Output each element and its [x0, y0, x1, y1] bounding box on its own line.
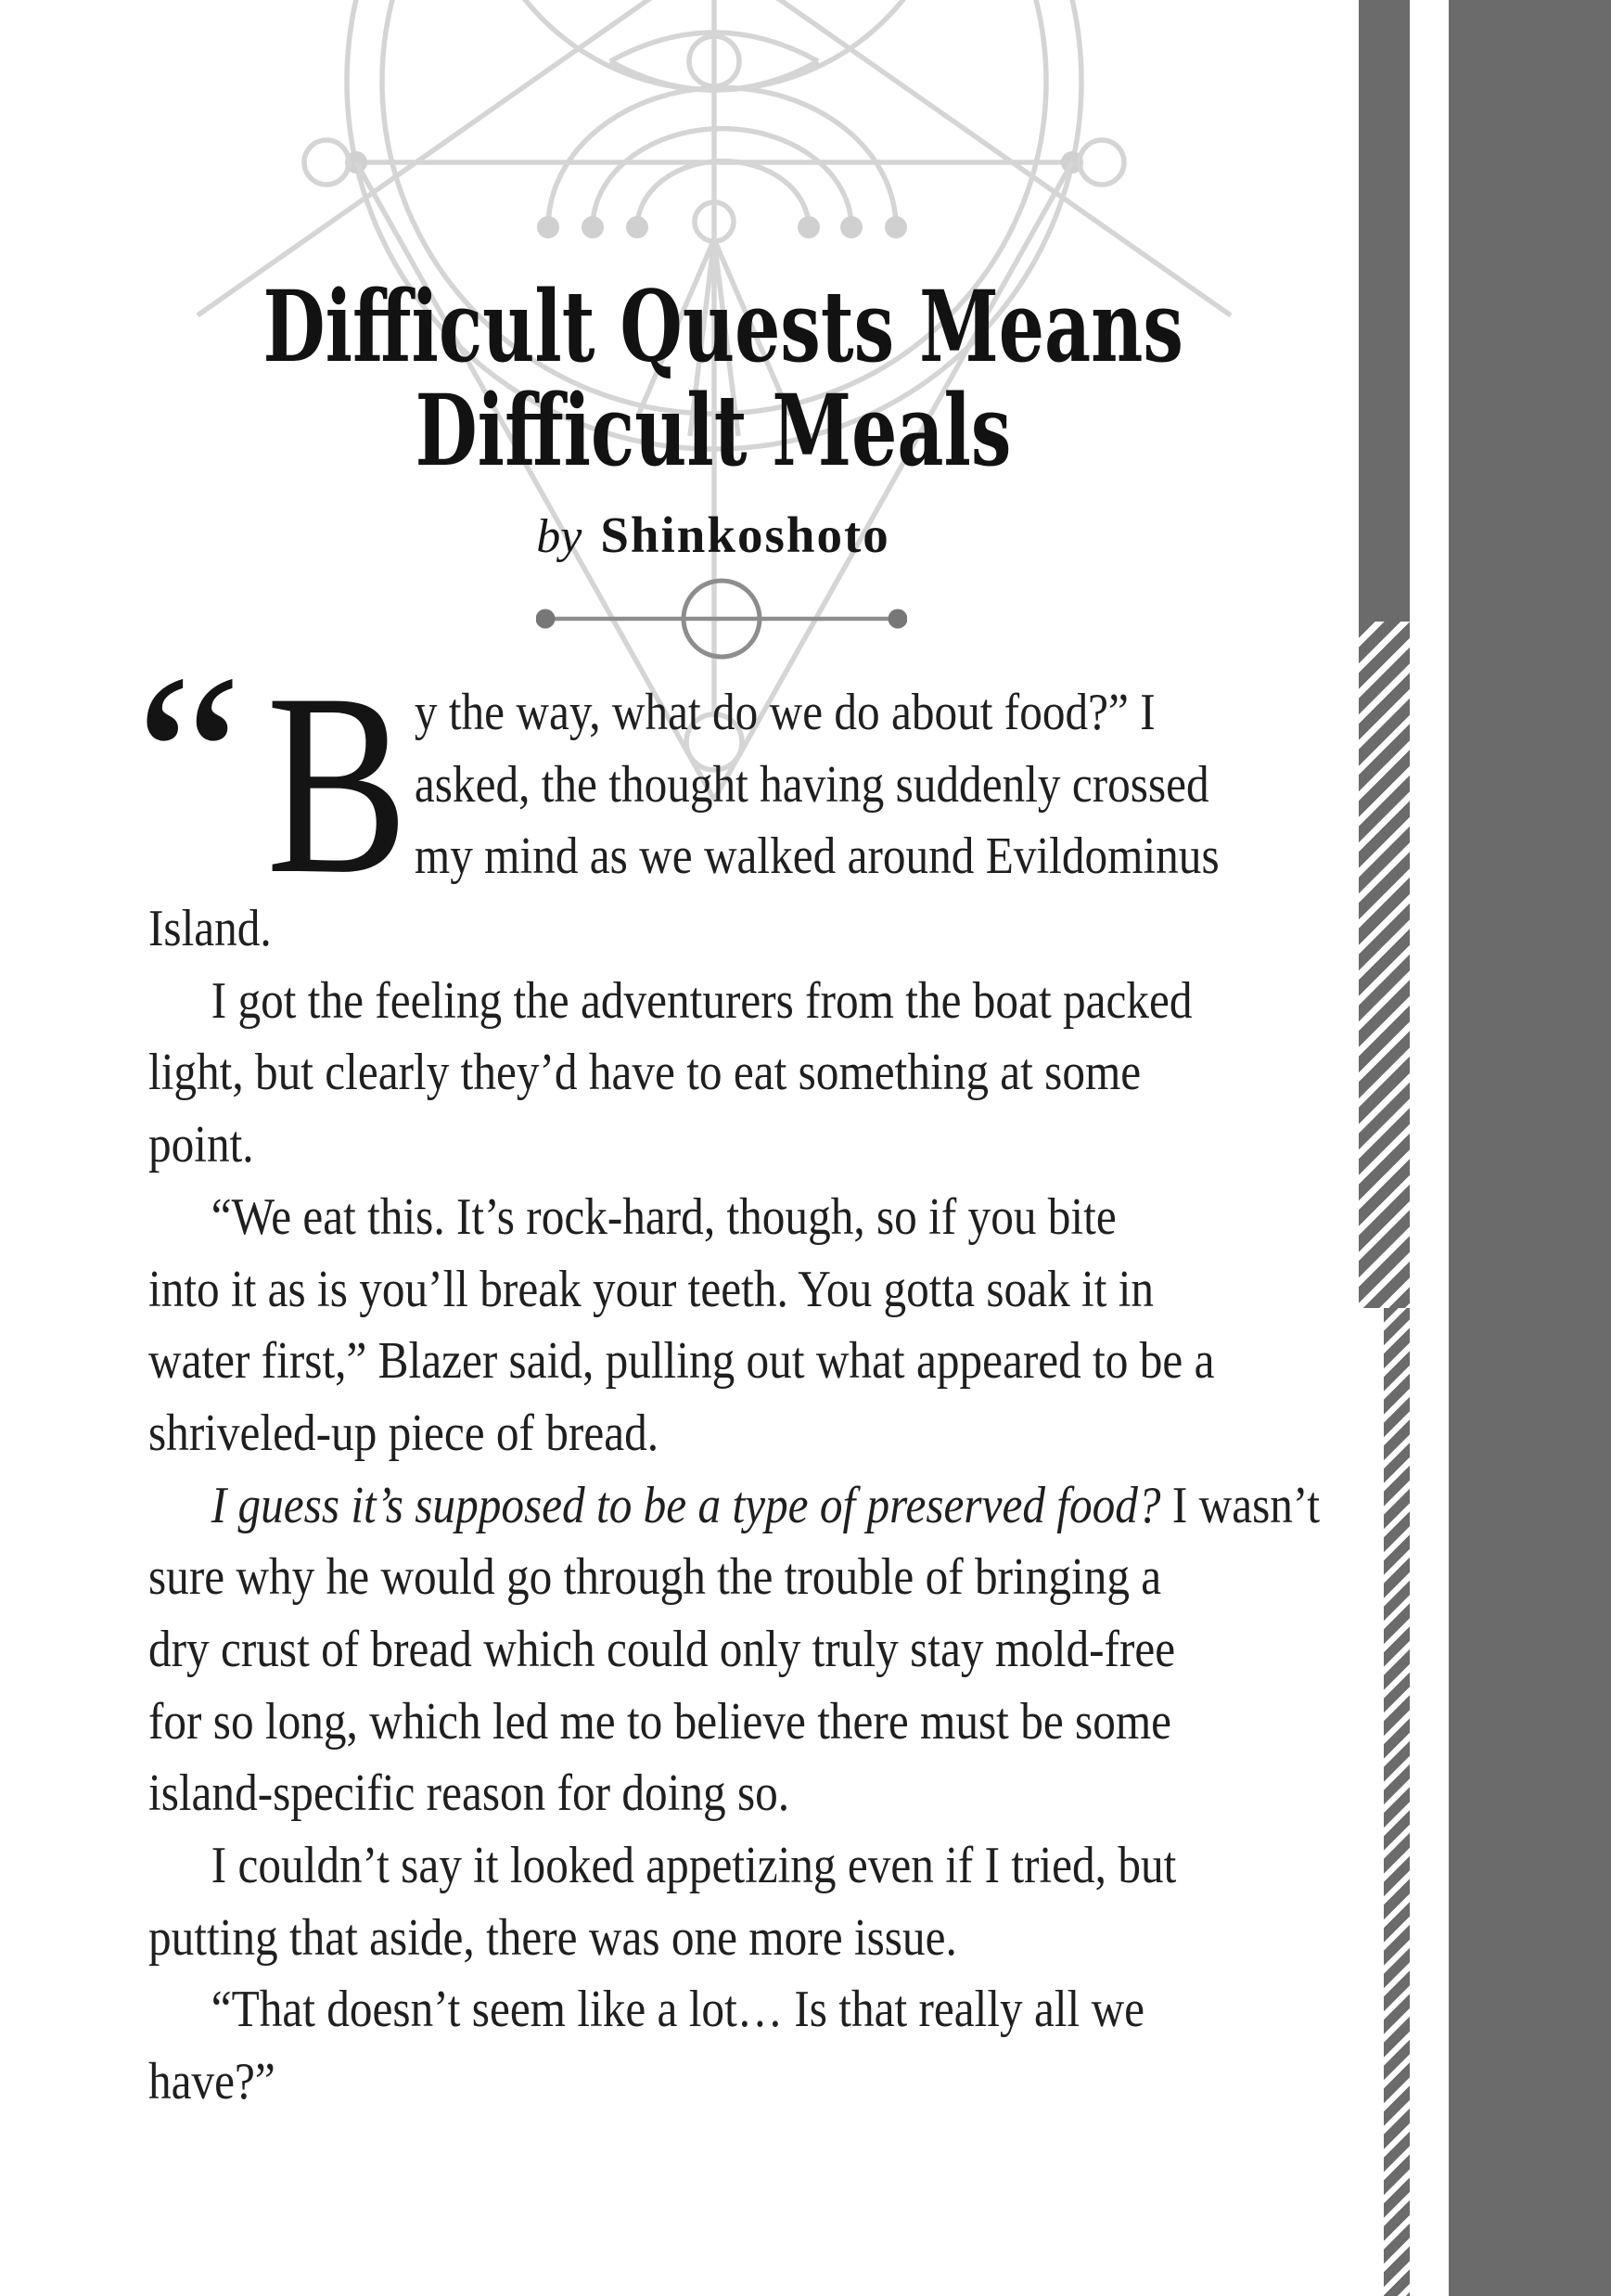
edge-ribbon-solid [1359, 0, 1410, 622]
body-line: island-specific reason for doing so. [148, 1764, 790, 1823]
body-line: putting that aside, there was one more issue. [148, 1908, 957, 1967]
body-line: dry crust of bread which could only truly stay mold-free [148, 1620, 1176, 1678]
body-line: sure why he would go through the trouble of bringing a [148, 1548, 1162, 1607]
body-line: asked, the thought having suddenly crossed [414, 755, 1209, 814]
page-edge-bar [1449, 0, 1611, 2296]
body-line: water first,” Blazer said, pulling out what appeared to be a [148, 1332, 1215, 1391]
body-line: my mind as we walked around Evildominus [414, 827, 1220, 886]
body-text [148, 683, 1345, 2124]
body-line: into it as is you’ll break your teeth. You gotta soak it in [148, 1260, 1155, 1318]
body-line: light, but clearly they’d have to eat something at some [148, 1044, 1142, 1102]
drop-cap-quote: “ [135, 625, 243, 892]
body-line: for so long, which led me to believe there must be some [148, 1692, 1172, 1751]
body-line: “That doesn’t seem like a lot… Is that really all we [211, 1981, 1145, 2039]
body-line: I couldn’t say it looked appetizing even if I tried, but [211, 1837, 1177, 1894]
byline-prefix: by [536, 510, 582, 563]
body-line-segment: I wasn’t [1160, 1476, 1321, 1534]
body-line-italic-segment: I guess it’s supposed to be a type of preserved food? [211, 1476, 1161, 1534]
body-line: shriveled-up piece of bread. [148, 1404, 659, 1462]
body-line: y the way, what do we do about food?” I [414, 684, 1156, 741]
body-line: point. [148, 1116, 254, 1174]
chapter-title-line-1: Difficult Quests Means [262, 268, 1183, 384]
author-name: Shinkoshoto [600, 507, 890, 563]
body-line: have?” [148, 2053, 275, 2111]
body-line: Island. [148, 900, 272, 958]
line-and-circle-divider [536, 567, 907, 671]
edge-ribbon-stripes-narrow [1384, 1308, 1410, 2296]
body-line: “We eat this. It’s rock-hard, though, so if you bite [211, 1187, 1117, 1246]
chapter-title [262, 268, 1183, 488]
edge-ribbon-stripes-wide [1359, 622, 1410, 1308]
body-line: I got the feeling the adventurers from the boat packed [211, 971, 1193, 1030]
byline [96, 506, 1330, 564]
body-line [148, 1476, 1321, 1548]
chapter-title-line-2: Difficult Meals [415, 372, 1012, 488]
drop-cap-letter: B [266, 639, 409, 928]
